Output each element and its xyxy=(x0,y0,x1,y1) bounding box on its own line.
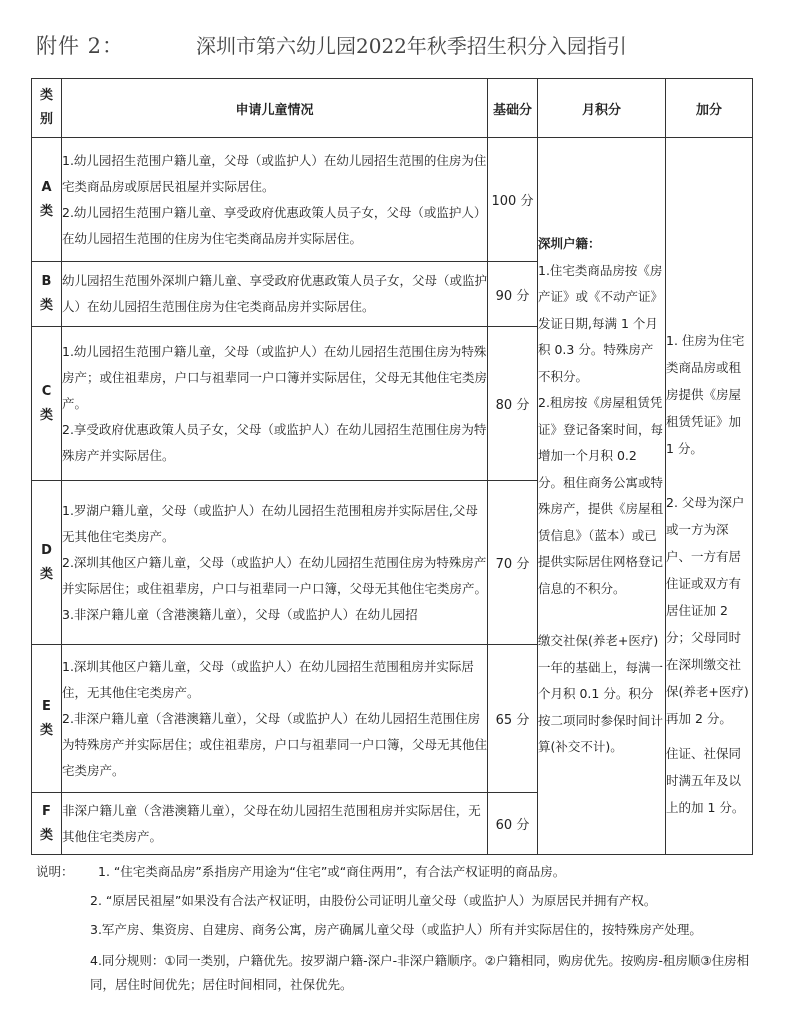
category-c xyxy=(32,327,62,481)
note-item xyxy=(36,891,766,911)
header-base-score: 基础分 xyxy=(488,79,538,138)
row-description xyxy=(62,793,488,855)
row-description xyxy=(62,645,488,793)
category-suffix: 类 xyxy=(39,298,53,313)
header-category-char: 别 xyxy=(39,112,53,127)
note-item xyxy=(36,920,766,940)
monthly-item: 1.住宅类商品房按《房产证》或《不动产证》发证日期,每满 1 个月积 0.3 分。特殊房产不积分。 xyxy=(538,262,664,384)
category-letter: A xyxy=(41,179,52,195)
bonus-spacer xyxy=(666,171,752,327)
monthly-heading: 深圳户籍： xyxy=(538,236,601,252)
category-suffix: 类 xyxy=(39,407,53,423)
description-item: 1.幼儿园招生范围户籍儿童，父母（或监护人）在幼儿园招生范围的住房为住宅类商品房或原居民祖屋并实际居住。 xyxy=(62,152,487,194)
base-score: 60 分 xyxy=(488,793,538,855)
category-a xyxy=(32,138,62,262)
description-item: 1.幼儿园招生范围户籍儿童，父母（或监护人）在幼儿园招生范围住房为特殊房产；或住祖辈房，户口与祖辈同一户口簿并实际居住，父母无其他住宅类房产。 xyxy=(62,343,488,411)
description-item: 1.深圳其他区户籍儿童，父母（或监护人）在幼儿园招生范围租房并实际居住，无其他住宅类房产。 xyxy=(62,658,474,700)
description-item: 幼儿园招生范围外深圳户籍儿童、享受政府优惠政策人员子女，父母（或监护人）在幼儿园招生范围住房为住宅类商品房并实际居住。 xyxy=(62,273,488,314)
category-e xyxy=(32,645,62,793)
notes-section xyxy=(36,862,766,1006)
bonus-gap xyxy=(666,732,752,740)
document-header xyxy=(36,26,756,60)
bonus-gap xyxy=(666,462,752,489)
description-item: 非深户籍儿童（含港澳籍儿童），父母在幼儿园招生范围租房并实际居住，无其他住宅类房产。 xyxy=(62,802,481,844)
bonus-item: 1. 住房为住宅类商品房或租房提供《房屋租赁凭证》加 1 分。 xyxy=(666,333,745,456)
header-monthly-points: 月积分 xyxy=(538,79,666,138)
note-text: 4.同分规则：①同一类别，户籍优先。按罗湖户籍-深户-非深户籍顺序。②户籍相同，购房优先。按购房-租房顺③住房相同，居住时间优先；居住时间相同，社保优先。 xyxy=(90,953,750,992)
category-letter: F xyxy=(42,803,51,819)
note-item xyxy=(36,949,766,997)
monthly-item: 2.租房按《房屋租赁凭证》登记备案时间，每增加一个月积 0.2 分。租住商务公寓或特殊房产，提供《房屋租赁信息》（蓝本）或已提供实际居住网格登记信息的不积分。 xyxy=(538,395,664,596)
bonus-points-cell xyxy=(666,138,753,855)
table-row xyxy=(32,138,753,262)
category-letter: C xyxy=(41,383,52,399)
description-item: 2.享受政府优惠政策人员子女，父母（或监护人）在幼儿园招生范围住房为特殊房产并实际居住。 xyxy=(62,421,487,463)
category-suffix: 类 xyxy=(39,722,53,738)
base-score: 100 分 xyxy=(488,138,538,262)
note-text: 3.军产房、集资房、自建房、商务公寓，房产确属儿童父母（或监护人）所有并实际居住的，按特殊房产处理。 xyxy=(90,922,702,937)
description-item: 1.罗湖户籍儿童，父母（或监护人）在幼儿园招生范围租房并实际居住,父母无其他住宅类房产。 xyxy=(62,502,478,544)
monthly-gap xyxy=(538,602,665,628)
row-description xyxy=(62,262,488,327)
header-child-situation: 申请儿童情况 xyxy=(62,79,488,138)
monthly-item: 缴交社保(养老+医疗)一年的基础上，每满一个月积 0.1 分。积分按二项同时参保时间计算(补交不计)。 xyxy=(538,633,664,755)
header-bonus-points: 加分 xyxy=(666,79,753,138)
category-letter: E xyxy=(42,698,51,714)
admission-table xyxy=(31,78,753,855)
description-item: 2.非深户籍儿童（含港澳籍儿童），父母（或监护人）在幼儿园招生范围住房为特殊房产并实际居住；或住祖辈房，户口与祖辈同一户口簿，父母无其他住宅类房产。 xyxy=(62,710,488,778)
base-score: 90 分 xyxy=(488,262,538,327)
description-item: 3.非深户籍儿童（含港澳籍儿童），父母（或监护人）在幼儿园招 xyxy=(62,606,418,622)
note-item xyxy=(36,862,766,882)
monthly-points-cell xyxy=(538,138,666,855)
table-header-row xyxy=(32,79,753,138)
description-item: 2.幼儿园招生范围户籍儿童、享受政府优惠政策人员子女，父母（或监护人）在幼儿园招生范围的住房为住宅类商品房并实际居住。 xyxy=(62,204,487,246)
description-item: 2.深圳其他区户籍儿童，父母（或监护人）在幼儿园招生范围住房为特殊房产并实际居住；或住祖辈房，户口与祖辈同一户口簿，父母无其他住宅类房产。 xyxy=(62,554,488,596)
category-suffix: 类 xyxy=(39,203,53,219)
base-score: 70 分 xyxy=(488,481,538,645)
document-title: 深圳市第六幼儿园2022年秋季招生积分入园指引 xyxy=(196,34,627,58)
row-description xyxy=(62,327,488,481)
category-d xyxy=(32,481,62,645)
category-letter: D xyxy=(41,542,52,558)
bonus-item: 2. 父母为深户或一方为深户、一方有居住证或双方有居住证加 2 分；父母同时在深圳缴交社保(养老+医疗)再加 2 分。 xyxy=(666,495,749,726)
category-b xyxy=(32,262,62,327)
header-category-char: 类 xyxy=(39,88,53,103)
row-description xyxy=(62,481,488,645)
attachment-label: 附件 2： xyxy=(36,34,125,58)
category-suffix: 类 xyxy=(39,566,53,582)
notes-label: 说明： xyxy=(36,864,74,879)
category-f xyxy=(32,793,62,855)
row-description xyxy=(62,138,488,262)
base-score: 80 分 xyxy=(488,327,538,481)
header-category xyxy=(32,79,62,138)
bonus-item: 住证、社保同时满五年及以上的加 1 分。 xyxy=(666,746,745,815)
category-letter: B xyxy=(41,274,52,289)
base-score: 65 分 xyxy=(488,645,538,793)
note-text: 2. “原居民祖屋”如果没有合法产权证明，由股份公司证明儿童父母（或监护人）为原居民并拥有产权。 xyxy=(90,893,657,908)
note-text: 1. “住宅类商品房”系指房产用途为“住宅”或“商住两用”，有合法产权证明的商品房。 xyxy=(98,864,566,879)
category-suffix: 类 xyxy=(39,827,53,843)
